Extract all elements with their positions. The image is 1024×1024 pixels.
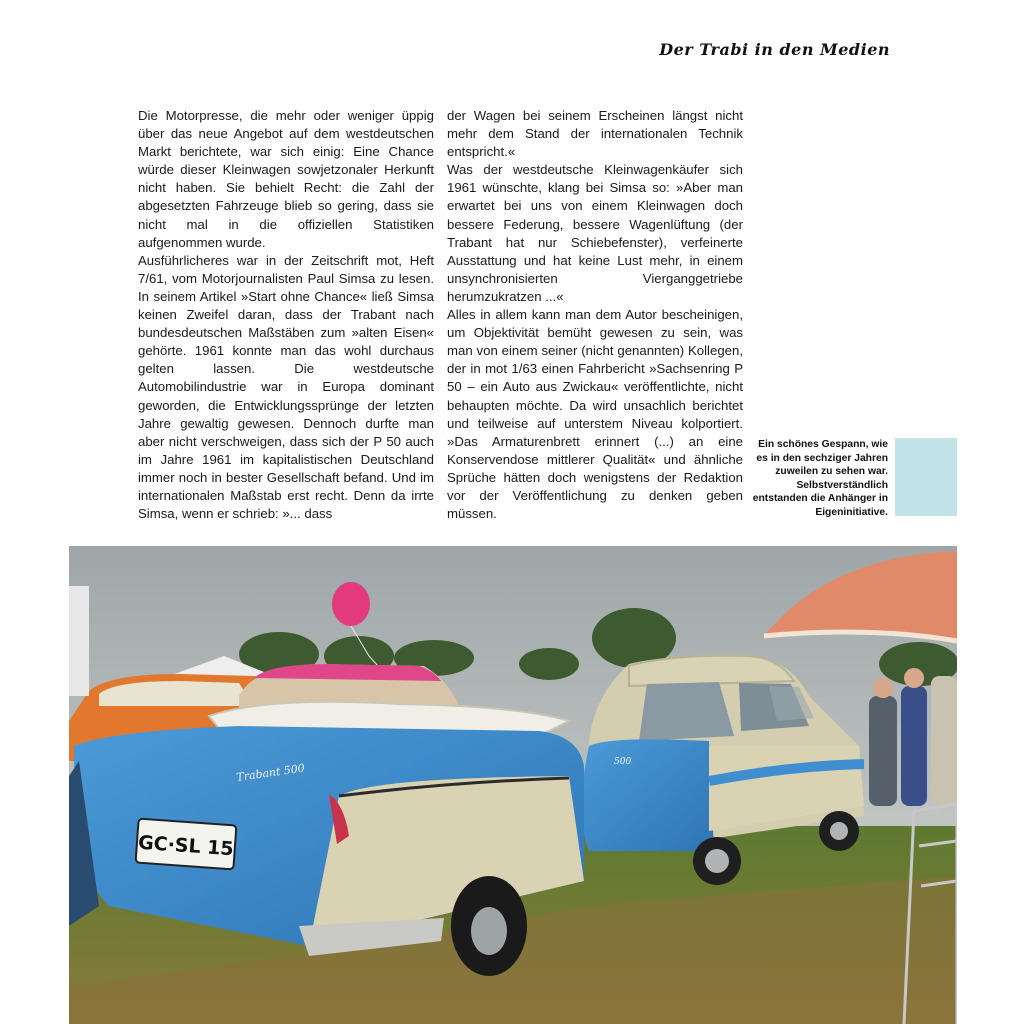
paragraph: Ausführlicheres war in der Zeitschrift mot, Heft 7/61, vom Motorjournalisten Paul Simsa zu lesen. In seinem Artikel »Start ohne Chance« ließ Simsa keinen Zweifel daran, dass der Trabant nach bundesdeutschen Maßstäben zum »alten Eisen« gehörte. 1961 konnte man das wohl durchaus gelten lassen. Die westdeutsche Automobilindustrie war in Europa dominant geworden, die Entwicklungssprünge der letzten Jahre gewaltig gewesen. Dennoch durfte man aber nicht verschweigen, dass sich der P 50 auch im Jahre 1961 im kapitalistischen Deutschland immer noch in bester Gesellschaft befand. Und im internationalen Maßstab erst recht. Denn da irrte Simsa, wenn er schrieb: »... dass — [138, 252, 434, 522]
caption-accent-box — [895, 438, 957, 516]
car-photo — [69, 546, 957, 1024]
photo-caption: Ein schönes Gespann, wie es in den sechziger Jahren zuweilen zu sehen war. Selbstverständlich entstanden die Anhänger in Eigeninitiative. — [752, 439, 888, 518]
text-column-left — [138, 107, 434, 523]
text-column-right — [447, 107, 743, 523]
running-head: Der Trabi in den Medien — [659, 40, 890, 59]
svg-text:GC·SL 15: GC·SL 15 — [137, 831, 235, 861]
paragraph: der Wagen bei seinem Erscheinen längst nicht mehr dem Stand der internationalen Technik entspricht.« — [447, 108, 743, 160]
paragraph: Alles in allem kann man dem Autor bescheinigen, um Objektivität bemüht gewesen zu sein, was man von einem seiner (nicht genannten) Kollegen, der in mot 1/63 einen Fahrbericht »Sachsenring P 50 – ein Auto aus Zwickau« veröffentlichte, nicht behaupten möchte. Da wird unsachlich berichtet und teilweise auf unterstem Niveau kolportiert. »Das Armaturenbrett erinnert (...) an eine Konservendose mittlerer Qualität« und ähnliche Sprüche hätten doch wenigstens der Redaktion vor der Veröffentlichung zu denken geben müssen. — [447, 307, 743, 522]
paragraph: Was der westdeutsche Kleinwagenkäufer sich 1961 wünschte, klang bei Simsa so: »Aber man erwartet bei uns von einem Kleinwagen doch bessere Federung, bessere Wagenlüftung (der Trabant hat nur Schiebefenster), verfeinerte Ausstattung und hat keine Lust mehr, in einem unsynchronisierten Vierganggetriebe herumzukratzen ...« — [447, 162, 743, 304]
paragraph: Die Motorpresse, die mehr oder weniger üppig über das neue Angebot auf dem westdeutschen Markt berichtete, war sich einig: Eine Chance würde dieser Kleinwagen sowjetzonaler Herkunft nicht haben. Sie behielt Recht: die Zahl der abgesetzten Fahrzeuge blieb so gering, dass sie nicht mal in die offiziellen Statistiken aufgenommen wurde. — [138, 108, 434, 250]
trailer-badge: Trabant 500 — [235, 761, 306, 784]
car-badge: 500 — [614, 757, 632, 767]
license-plate — [136, 819, 237, 870]
